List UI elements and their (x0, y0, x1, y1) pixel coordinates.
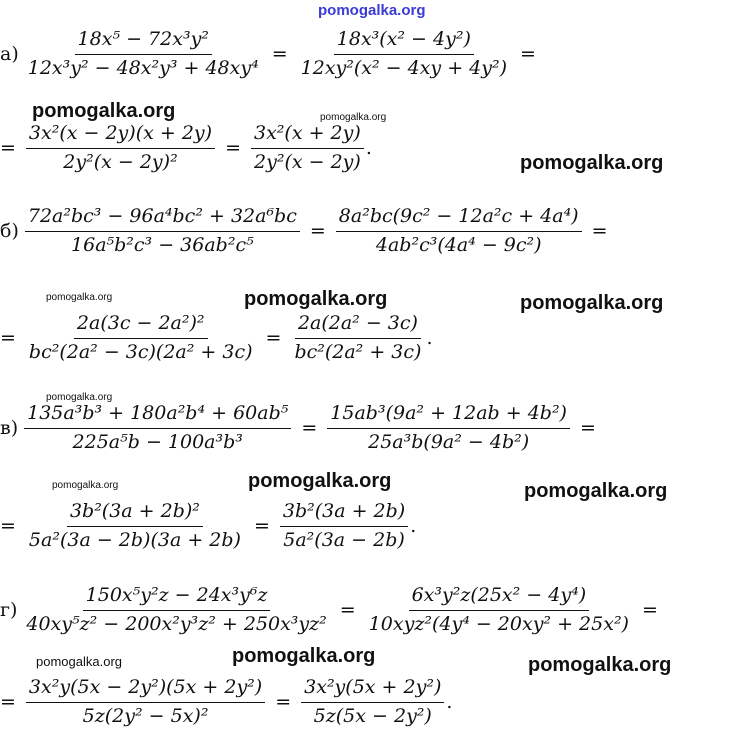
fraction-denominator: 12x³y² − 48x²y³ + 48xy⁴ (27, 56, 259, 79)
equals-sign: = (0, 137, 16, 160)
part-b-lhs-fraction (25, 205, 300, 258)
watermark: pomogalka.org (32, 100, 176, 122)
part-b-step-fraction (26, 312, 256, 365)
fraction-numerator: 150x⁵y²z − 24x³y⁶z (83, 584, 271, 611)
fraction-numerator: 3x²y(5x + 2y²) (301, 676, 444, 703)
part-c-lhs-fraction (24, 402, 291, 455)
watermark: pomogalka.org (232, 645, 376, 667)
equals-sign: = (265, 327, 282, 350)
part-a-result-fraction (251, 122, 364, 175)
equals-sign: = (253, 515, 270, 538)
equals-sign: = (301, 417, 318, 440)
part-b-rhs-fraction (336, 205, 582, 258)
fraction-denominator: 16a⁵b²c³ − 36ab²c⁵ (71, 233, 254, 256)
fraction-numerator: 3x²(x + 2y) (251, 122, 364, 149)
fraction-numerator: 72a²bc³ − 96a⁴bc² + 32a⁶bc (25, 205, 300, 232)
part-a-lhs-fraction (25, 28, 262, 81)
period: . (365, 137, 372, 160)
part-d-line-1 (0, 584, 666, 637)
fraction-numerator: 15ab³(9a² + 12ab + 4b²) (327, 402, 570, 429)
part-c-line-1 (0, 402, 604, 455)
period: . (426, 327, 433, 350)
part-b-line-2 (0, 312, 433, 365)
part-d-lhs-fraction (23, 584, 329, 637)
period: . (410, 515, 417, 538)
fraction-denominator: 10xyz²(4y⁴ − 20xy² + 25x²) (368, 612, 629, 635)
part-d-result-fraction (301, 676, 444, 729)
fraction-numerator: 3x²(x − 2y)(x + 2y) (26, 122, 215, 149)
part-c-line-2 (0, 500, 416, 553)
equals-sign: = (0, 691, 16, 714)
equals-sign: = (225, 137, 241, 160)
part-b-result-fraction (291, 312, 424, 365)
fraction-denominator: 5z(5x − 2y²) (313, 704, 432, 727)
fraction-numerator: 18x⁵ − 72x³y² (75, 28, 212, 55)
part-c-result-fraction (280, 500, 408, 553)
fraction-numerator: 2a(3c − 2a²)² (74, 312, 208, 339)
part-a-line-1 (0, 28, 544, 81)
fraction-denominator: 5a²(3a − 2b) (283, 528, 405, 551)
equals-sign: = (339, 599, 356, 622)
watermark: pomogalka.org (520, 292, 664, 314)
fraction-denominator: 12xy²(x² − 4xy + 4y²) (300, 56, 508, 79)
watermark-top: pomogalka.org (318, 2, 426, 19)
fraction-denominator: 2y²(x − 2y)² (63, 150, 178, 173)
part-c-rhs-fraction (327, 402, 570, 455)
equals-sign: = (271, 43, 288, 66)
fraction-numerator: 3b²(3a + 2b) (280, 500, 408, 527)
equals-sign: = (641, 599, 658, 622)
fraction-numerator: 18x³(x² − 4y²) (334, 28, 474, 55)
watermark: pomogalka.org (244, 288, 388, 310)
fraction-denominator: 25a³b(9a² − 4b²) (368, 430, 530, 453)
equals-sign: = (520, 43, 536, 66)
watermark: pomogalka.org (528, 654, 672, 676)
part-a-rhs-fraction (298, 28, 510, 81)
part-a-label: а) (0, 43, 19, 66)
fraction-denominator: 5z(2y² − 5x)² (82, 704, 209, 727)
watermark-small: pomogalka.org (46, 292, 113, 303)
watermark-small: pomogalka.org (46, 392, 113, 403)
fraction-numerator: 3x²y(5x − 2y²)(5x + 2y²) (26, 676, 265, 703)
part-d-label: г) (0, 599, 18, 622)
part-c-step-fraction (26, 500, 244, 553)
watermark: pomogalka.org (520, 152, 664, 174)
equals-sign: = (579, 417, 596, 440)
part-a-step-fraction (26, 122, 215, 175)
fraction-denominator: 5a²(3a − 2b)(3a + 2b) (28, 528, 241, 551)
watermark-small: pomogalka.org (320, 112, 387, 123)
part-a-line-2 (0, 122, 372, 175)
part-d-step-fraction (26, 676, 265, 729)
fraction-numerator: 135a³b³ + 180a²b⁴ + 60ab⁵ (24, 402, 291, 429)
fraction-denominator: 2y²(x − 2y) (254, 150, 361, 173)
watermark-small: pomogalka.org (36, 654, 122, 669)
part-d-line-2 (0, 676, 452, 729)
part-b-label: б) (0, 220, 19, 243)
period: . (446, 691, 453, 714)
equals-sign: = (591, 220, 608, 243)
part-d-rhs-fraction (366, 584, 632, 637)
fraction-denominator: 4ab²c³(4a⁴ − 9c²) (375, 233, 542, 256)
part-b-line-1 (0, 205, 616, 258)
fraction-denominator: bc²(2a² − 3c)(2a² + 3c) (28, 340, 253, 363)
fraction-numerator: 6x³y²z(25x² − 4y⁴) (409, 584, 590, 611)
equals-sign: = (0, 515, 16, 538)
equals-sign: = (0, 327, 16, 350)
equals-sign: = (275, 691, 292, 714)
fraction-numerator: 3b²(3a + 2b)² (67, 500, 203, 527)
fraction-denominator: 40xy⁵z² − 200x²y³z² + 250x³yz² (26, 612, 327, 635)
fraction-denominator: 225a⁵b − 100a³b³ (72, 430, 243, 453)
fraction-numerator: 8a²bc(9c² − 12a²c + 4a⁴) (336, 205, 582, 232)
equals-sign: = (309, 220, 326, 243)
watermark: pomogalka.org (524, 480, 668, 502)
part-c-label: в) (0, 417, 19, 440)
watermark: pomogalka.org (248, 470, 392, 492)
watermark-small: pomogalka.org (52, 480, 119, 491)
fraction-denominator: bc²(2a² + 3c) (294, 340, 422, 363)
fraction-numerator: 2a(2a² − 3c) (295, 312, 421, 339)
